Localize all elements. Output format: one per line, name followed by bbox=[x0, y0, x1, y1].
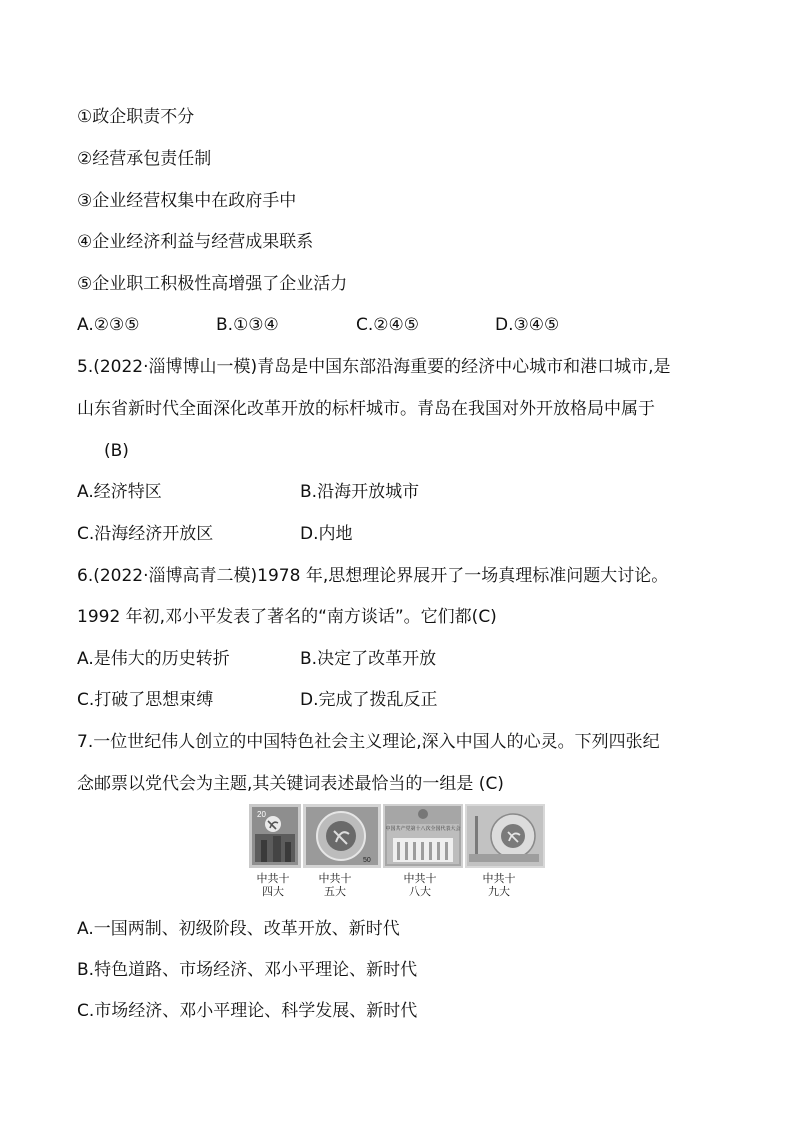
q5-option-c: C.沿海经济开放区 bbox=[77, 524, 214, 544]
q4-option-d: D.③④⑤ bbox=[495, 315, 560, 335]
item-2: ②经营承包责任制 bbox=[77, 149, 212, 169]
q7-option-b: B.特色道路、市场经济、邓小平理论、新时代 bbox=[77, 960, 418, 980]
stamp-denomination: 20 bbox=[257, 810, 266, 819]
item-5: ⑤企业职工积极性高增强了企业活力 bbox=[77, 274, 348, 294]
q5-option-a: A.经济特区 bbox=[77, 482, 162, 502]
q5-stem-line-1: 5.(2022·淄博博山一模)青岛是中国东部沿海重要的经济中心城市和港口城市,是 bbox=[77, 357, 671, 377]
stamp-14th-congress bbox=[249, 804, 301, 868]
stamp-18th-congress bbox=[383, 804, 463, 868]
q7-option-a: A.一国两制、初级阶段、改革开放、新时代 bbox=[77, 919, 400, 939]
caption-line: 九大 bbox=[488, 885, 510, 898]
q7-stem-line-1: 7.一位世纪伟人创立的中国特色社会主义理论,深入中国人的心灵。下列四张纪 bbox=[77, 732, 660, 752]
q6-option-d: D.完成了拨乱反正 bbox=[300, 690, 438, 710]
caption-line: 中共十 bbox=[256, 872, 290, 885]
q4-option-c: C.②④⑤ bbox=[356, 315, 419, 335]
stamp-caption-18 bbox=[403, 872, 437, 898]
q6-option-c: C.打破了思想束缚 bbox=[77, 690, 214, 710]
q5-answer: (B) bbox=[104, 441, 129, 461]
stamp-caption-19 bbox=[482, 872, 516, 898]
stamp-19th-congress bbox=[465, 804, 545, 868]
q6-option-a: A.是伟大的历史转折 bbox=[77, 649, 230, 669]
caption-line: 五大 bbox=[324, 885, 346, 898]
commemorative-stamps bbox=[249, 804, 545, 868]
q5-stem-line-2: 山东省新时代全面深化改革开放的标杆城市。青岛在我国对外开放格局中属于 bbox=[77, 399, 655, 419]
caption-line: 中共十 bbox=[482, 872, 516, 885]
stamp-banner: 中国共产党第十八次全国代表大会 bbox=[385, 826, 461, 832]
q5-option-d: D.内地 bbox=[300, 524, 353, 544]
caption-line: 中共十 bbox=[403, 872, 437, 885]
item-4: ④企业经济利益与经营成果联系 bbox=[77, 232, 314, 252]
caption-line: 四大 bbox=[262, 885, 284, 898]
q6-stem-line-1: 6.(2022·淄博高青二模)1978 年,思想理论界展开了一场真理标准问题大讨论。 bbox=[77, 566, 669, 586]
item-1: ①政企职责不分 bbox=[77, 107, 195, 127]
caption-line: 八大 bbox=[409, 885, 431, 898]
q5-option-b: B.沿海开放城市 bbox=[300, 482, 420, 502]
stamp-caption-15 bbox=[318, 872, 352, 898]
q4-option-a: A.②③⑤ bbox=[77, 315, 140, 335]
q4-option-b: B.①③④ bbox=[216, 315, 279, 335]
stamp-denomination: 50 bbox=[363, 857, 371, 864]
q6-stem-line-2: 1992 年初,邓小平发表了著名的“南方谈话”。它们都(C) bbox=[77, 607, 497, 627]
q6-option-b: B.决定了改革开放 bbox=[300, 649, 437, 669]
q7-stem-line-2: 念邮票以党代会为主题,其关键词表述最恰当的一组是 (C) bbox=[77, 774, 504, 794]
caption-line: 中共十 bbox=[318, 872, 352, 885]
q7-option-c: C.市场经济、邓小平理论、科学发展、新时代 bbox=[77, 1001, 418, 1021]
item-3: ③企业经营权集中在政府手中 bbox=[77, 191, 297, 211]
stamp-caption-14 bbox=[256, 872, 290, 898]
stamp-15th-congress bbox=[303, 804, 381, 868]
